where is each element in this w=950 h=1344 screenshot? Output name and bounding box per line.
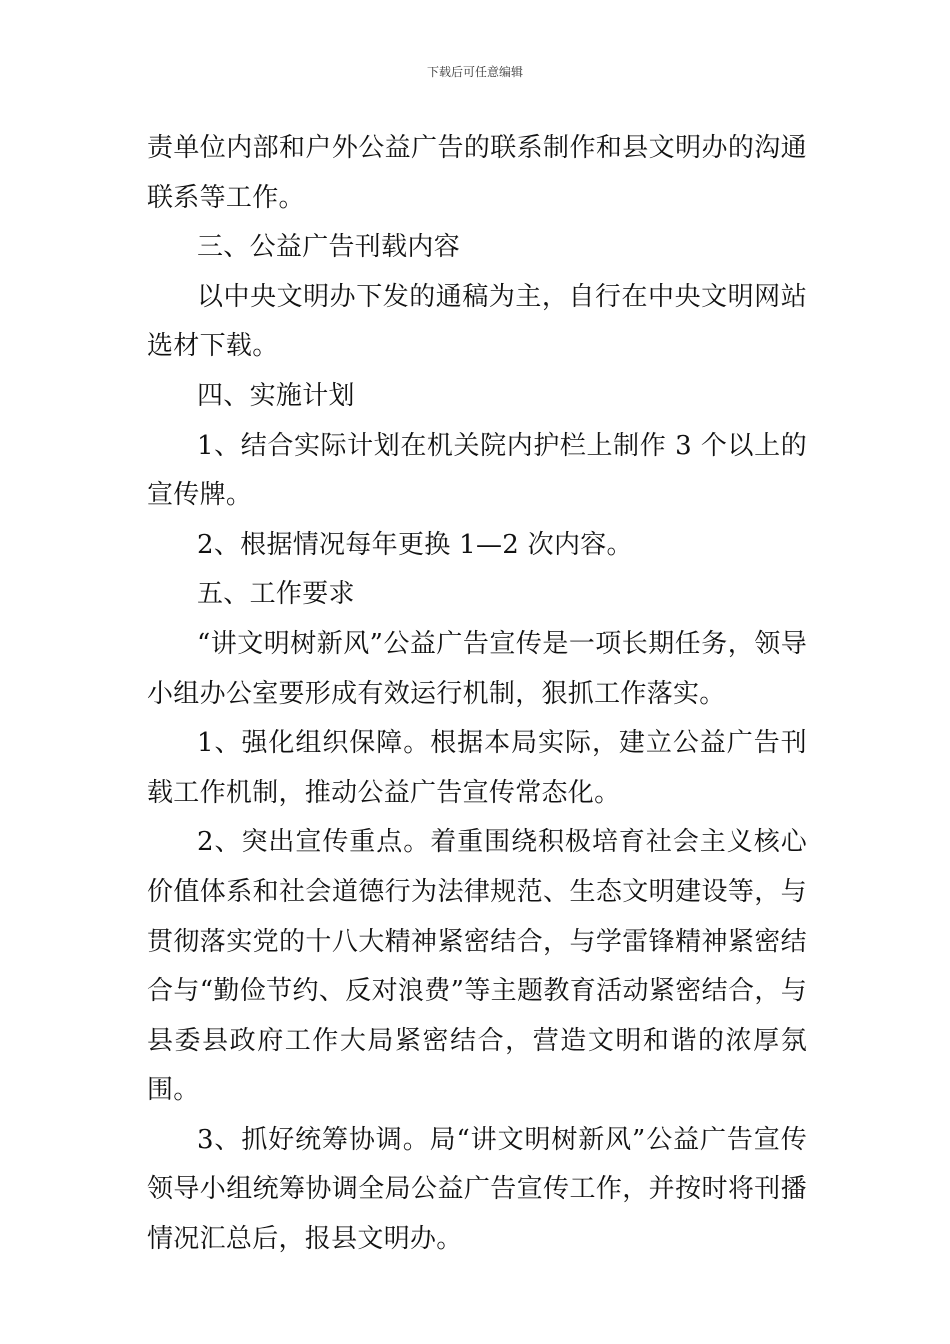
requirement-item-3: 3、抓好统筹协调。局“讲文明树新风”公益广告宣传领导小组统筹协调全局公益广告宣传工作，并按时将刊播情况汇总后，报县文明办。 [147, 1124, 807, 1255]
section-heading-3: 三、公益广告刊载内容 [197, 232, 461, 263]
section-heading-4: 四、实施计划 [197, 380, 355, 411]
requirement-item-1: 1、强化组织保障。根据本局实际，建立公益广告刊载工作机制，推动公益广告宣传常态化。 [147, 728, 807, 808]
page-header-note: 下载后可任意编辑 [426, 65, 523, 79]
requirement-item-2: 2、突出宣传重点。着重围绕积极培育社会主义核心价值体系和社会道德行为法律规范、生态文明建设等，与贯彻落实党的十八大精神紧密结合，与学雷锋精神紧密结合与“勤俭节约、反对浪费”等主题教育活动紧密结合，与县委县政府工作大局紧密结合，营造文明和谐的浓厚氛围。 [147, 827, 807, 1106]
paragraph-continuation: 责单位内部和户外公益广告的联系制作和县文明办的沟通联系等工作。 [147, 133, 807, 213]
paragraph-requirements-intro: “讲文明树新风”公益广告宣传是一项长期任务，领导小组办公室要形成有效运行机制，狠抓工作落实。 [147, 628, 807, 709]
section-heading-5: 五、工作要求 [197, 579, 355, 610]
paragraph-content-source: 以中央文明办下发的通稿为主，自行在中央文明网站选材下载。 [147, 281, 807, 362]
plan-item-2: 2、根据情况每年更换 1—2 次内容。 [197, 529, 633, 560]
plan-item-1: 1、结合实际计划在机关院内护栏上制作 3 个以上的宣传牌。 [147, 430, 807, 511]
document-body [147, 124, 807, 1265]
